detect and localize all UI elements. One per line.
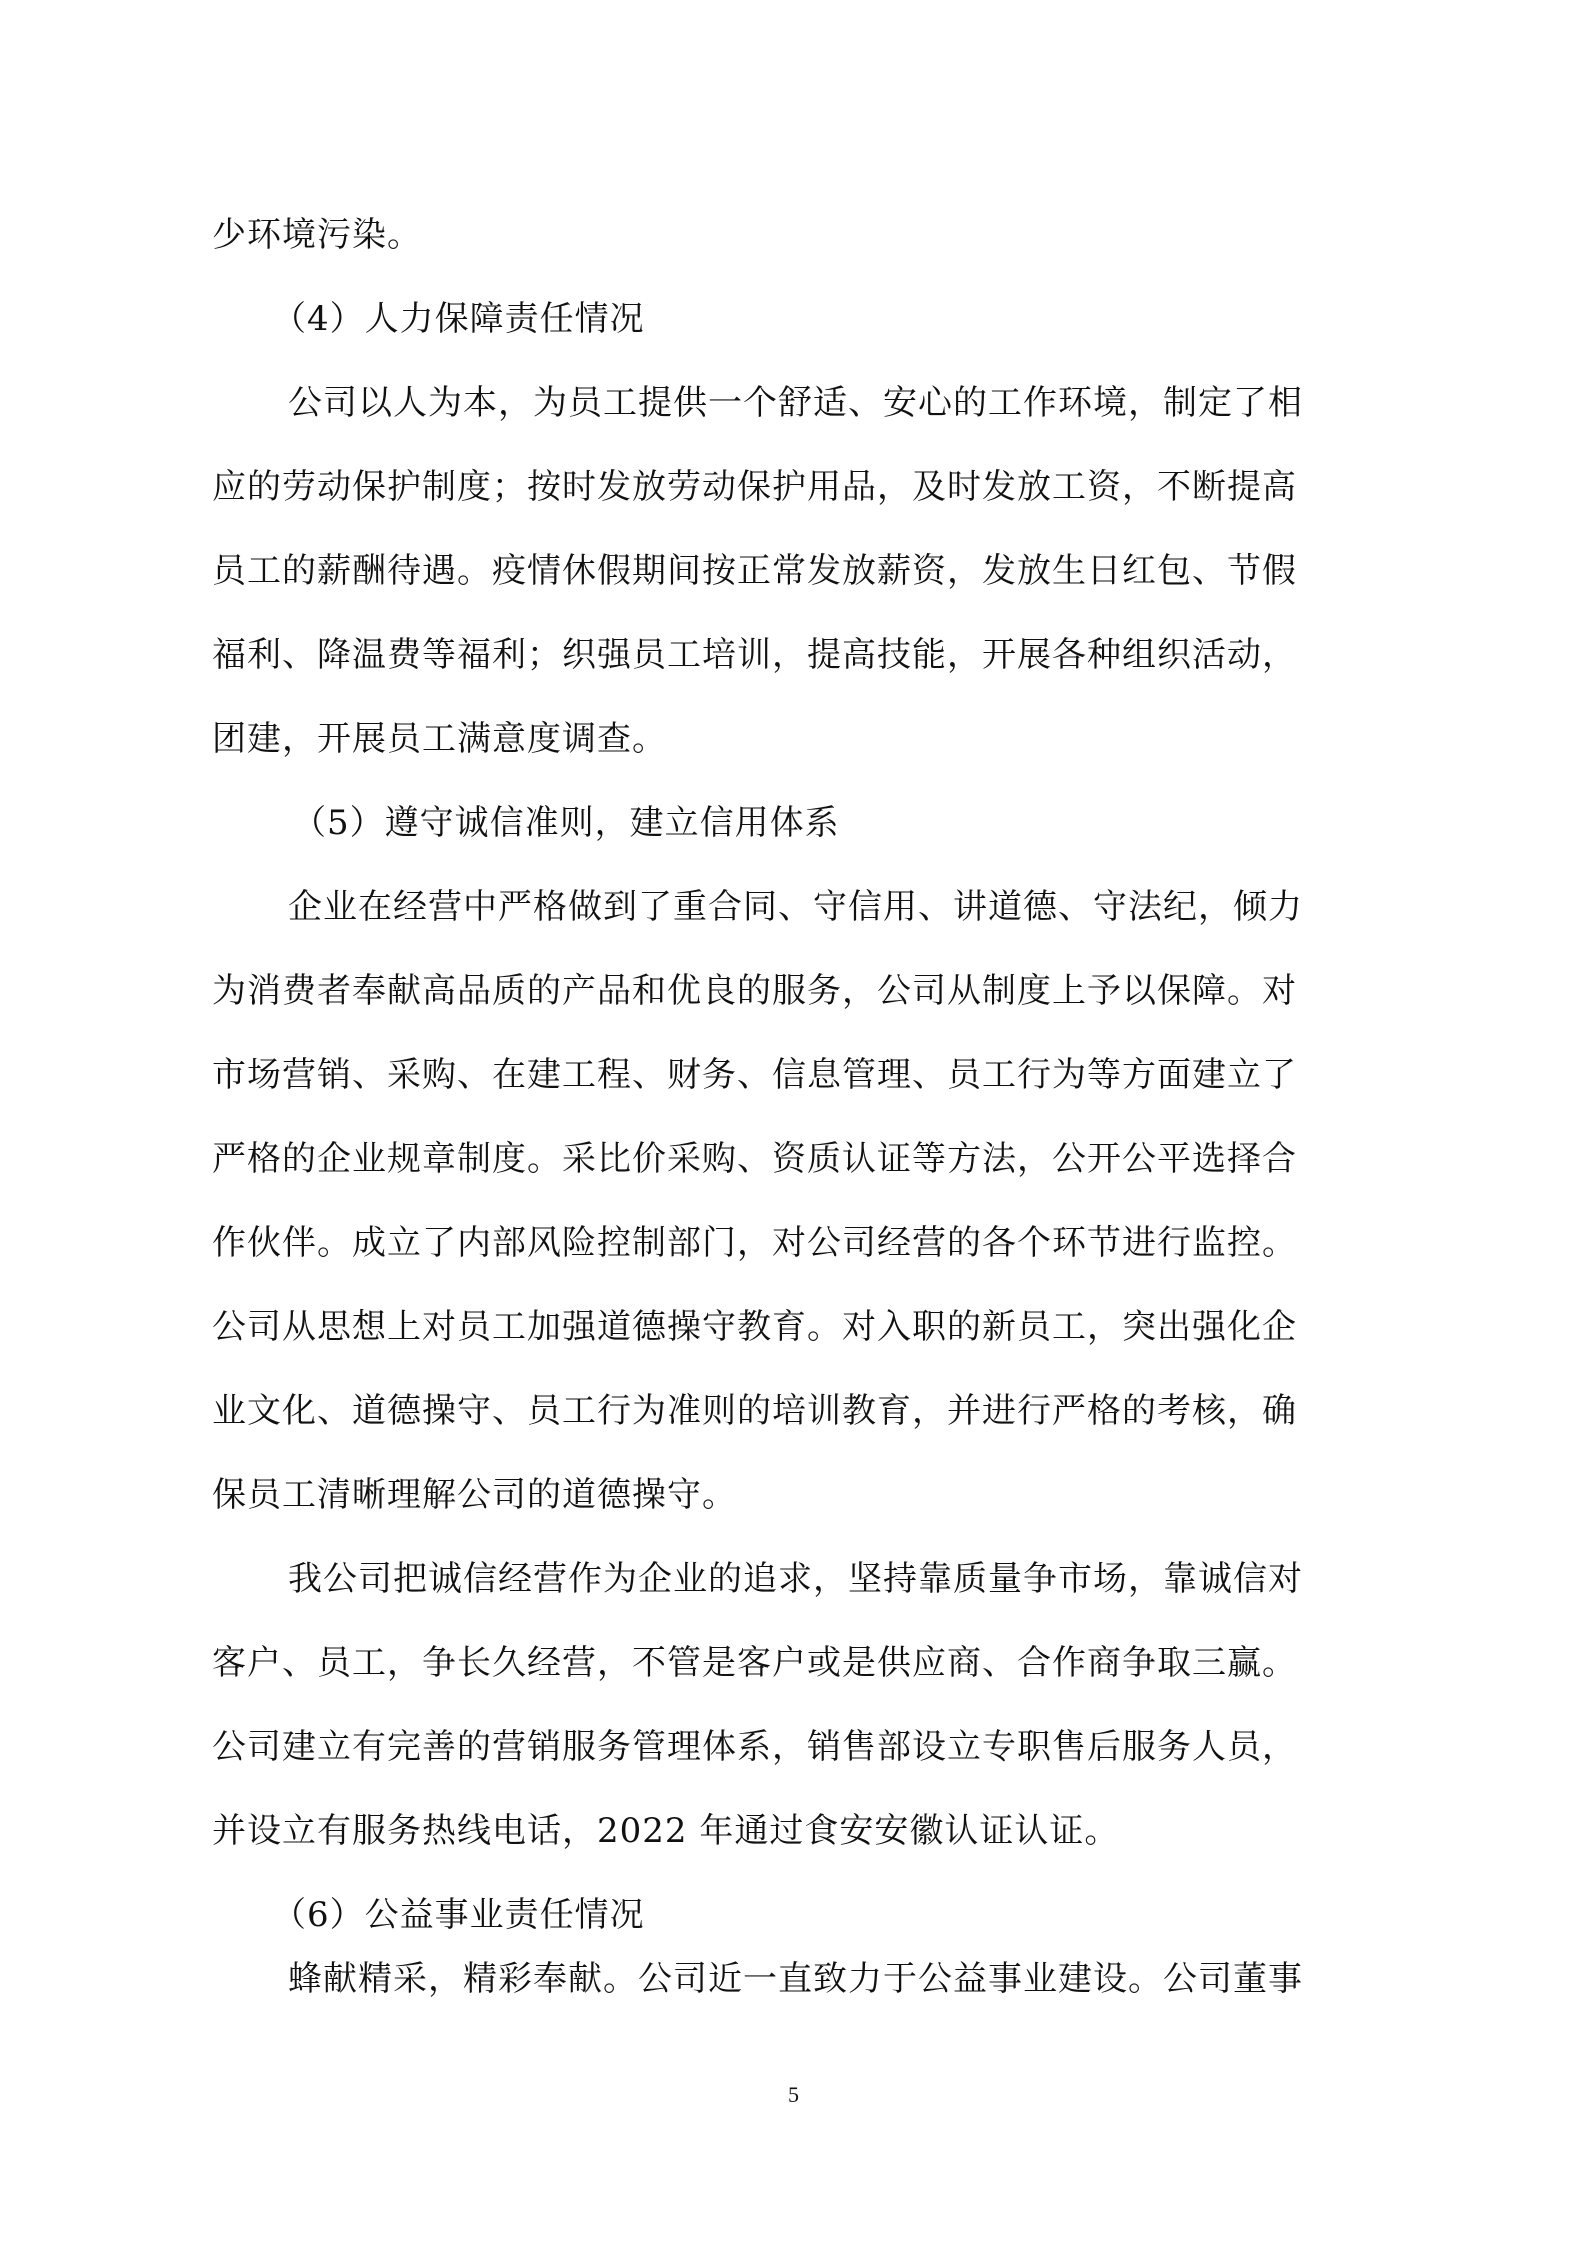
body-line: 应的劳动保护制度；按时发放劳动保护用品，及时发放工资，不断提高 <box>212 467 1297 507</box>
body-line: 市场营销、采购、在建工程、财务、信息管理、员工行为等方面建立了 <box>212 1055 1297 1095</box>
body-line: 蜂献精采，精彩奉献。公司近一直致力于公益事业建设。公司董事 <box>288 1959 1303 1999</box>
body-line: 并设立有服务热线电话，2022 年通过食安安徽认证认证。 <box>212 1811 1120 1851</box>
body-line: 少环境污染。 <box>212 215 422 255</box>
body-line: 为消费者奉献高品质的产品和优良的服务，公司从制度上予以保障。对 <box>212 971 1297 1011</box>
body-line: 企业在经营中严格做到了重合同、守信用、讲道德、守法纪，倾力 <box>288 887 1303 927</box>
section-heading-6: （6）公益事业责任情况 <box>272 1895 645 1935</box>
body-line: 公司建立有完善的营销服务管理体系，销售部设立专职售后服务人员， <box>212 1727 1297 1767</box>
body-line: 保员工清晰理解公司的道德操守。 <box>212 1475 737 1515</box>
body-line: 福利、降温费等福利；织强员工培训，提高技能，开展各种组织活动， <box>212 635 1297 675</box>
body-line: 严格的企业规章制度。采比价采购、资质认证等方法，公开公平选择合 <box>212 1139 1297 1179</box>
page-number: 5 <box>788 2082 799 2107</box>
section-heading-4: （4）人力保障责任情况 <box>272 299 645 339</box>
section-heading-5: （5）遵守诚信准则，建立信用体系 <box>292 803 840 843</box>
body-line: 公司以人为本，为员工提供一个舒适、安心的工作环境，制定了相 <box>288 383 1303 423</box>
body-line: 我公司把诚信经营作为企业的追求，坚持靠质量争市场，靠诚信对 <box>288 1559 1303 1599</box>
body-line: 作伙伴。成立了内部风险控制部门，对公司经营的各个环节进行监控。 <box>212 1223 1297 1263</box>
body-line: 业文化、道德操守、员工行为准则的培训教育，并进行严格的考核，确 <box>212 1391 1297 1431</box>
body-line: 公司从思想上对员工加强道德操守教育。对入职的新员工，突出强化企 <box>212 1307 1297 1347</box>
body-line: 员工的薪酬待遇。疫情休假期间按正常发放薪资，发放生日红包、节假 <box>212 551 1297 591</box>
body-line: 团建，开展员工满意度调查。 <box>212 719 667 759</box>
body-line: 客户、员工，争长久经营，不管是客户或是供应商、合作商争取三赢。 <box>212 1643 1297 1683</box>
